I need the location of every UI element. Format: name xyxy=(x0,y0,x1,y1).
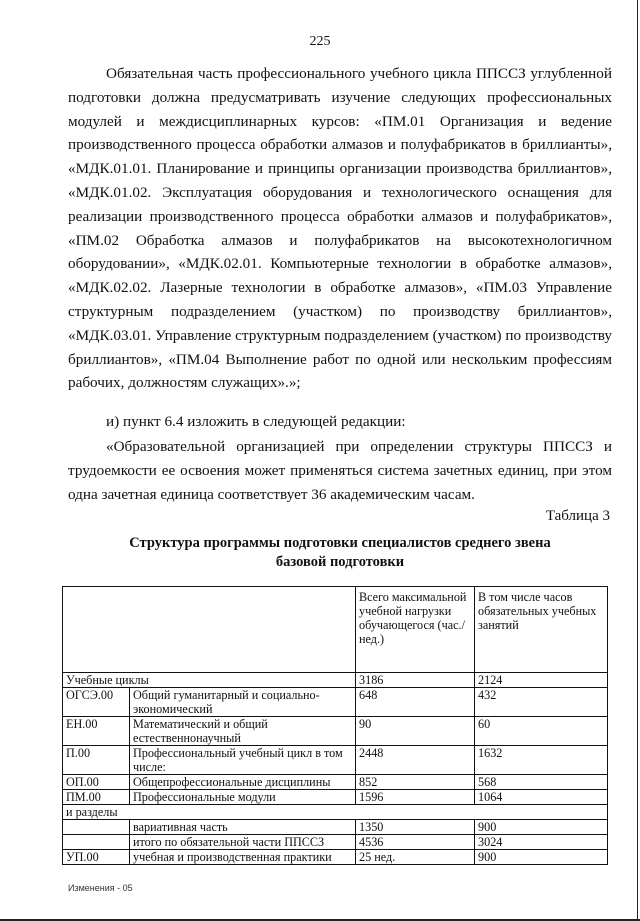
paragraph-item-i: и) пункт 6.4 изложить в следующей редакции: xyxy=(106,413,406,430)
row-total: 3186 xyxy=(356,673,475,688)
table-row xyxy=(63,835,608,850)
row-code: ПМ.00 xyxy=(63,790,130,805)
row-total: 1596 xyxy=(356,790,475,805)
table-row xyxy=(63,820,608,835)
row-code: П.00 xyxy=(63,746,130,775)
table-row xyxy=(63,805,608,820)
table-row xyxy=(63,688,608,717)
row-code: ЕН.00 xyxy=(63,717,130,746)
row-mandatory: 432 xyxy=(475,688,608,717)
row-total: 852 xyxy=(356,775,475,790)
table-title-line-1: Структура программы подготовки специалистов среднего звена xyxy=(129,535,551,551)
table-row xyxy=(63,790,608,805)
program-structure-table xyxy=(62,586,608,865)
row-code xyxy=(63,820,130,835)
paragraph-modules: Обязательная часть профессионального учебного цикла ППССЗ углубленной подготовки должна предусматривать изучение следующих профессиональных модулей и междисциплинарных курсов: «ПМ.01 Организация и ведение производственного процесса обработки алмазов и полуфабрикатов в бриллианты», «МДК.01.01. Планирование и принципы организации производства бриллиантов», «МДК.01.02. Эксплуатация оборудования и технологического оснащения для реализации производственного процесса обработки алмазов и полуфабрикатов», «ПМ.02 Обработка алмазов и полуфабрикатов на высокотехнологичном оборудовании», «МДК.02.01. Компьютерные технологии в обработке алмазов», «МДК.02.02. Лазерные технологии в обработке алмазов», «ПМ.03 Управление структурным подразделением (участком) по производству бриллиантов», «МДК.03.01. Управление структурным подразделением (участком) по производству бриллиантов», «ПМ.04 Выполнение работ по одной или нескольким профессиям рабочих, должностям служащих».»; xyxy=(68,65,612,392)
row-mandatory: 568 xyxy=(475,775,608,790)
header-mandatory-hours: В том числе часов обязательных учебных занятий xyxy=(475,587,608,673)
table-title xyxy=(68,534,612,572)
row-name: учебная и производственная практики xyxy=(130,850,356,865)
row-mandatory: 2124 xyxy=(475,673,608,688)
row-label: Учебные циклы xyxy=(63,673,356,688)
table-label: Таблица 3 xyxy=(545,508,610,524)
row-name: Профессиональный учебный цикл в том числе: xyxy=(130,746,356,775)
row-code: УП.00 xyxy=(63,850,130,865)
table-title-line-2: базовой подготовки xyxy=(275,554,405,570)
row-total: 1350 xyxy=(356,820,475,835)
row-total: 648 xyxy=(356,688,475,717)
table-row xyxy=(63,850,608,865)
row-name: вариативная часть xyxy=(130,820,356,835)
table-row xyxy=(63,746,608,775)
row-code: ОП.00 xyxy=(63,775,130,790)
header-empty-cell xyxy=(63,587,356,673)
row-mandatory: 3024 xyxy=(475,835,608,850)
row-total: 2448 xyxy=(356,746,475,775)
row-code xyxy=(63,835,130,850)
row-total: 90 xyxy=(356,717,475,746)
row-name: Общий гуманитарный и социально-экономический xyxy=(130,688,356,717)
header-total-load: Всего максимальной учебной нагрузки обучающегося (час./нед.) xyxy=(356,587,475,673)
row-name: Общепрофессиональные дисциплины xyxy=(130,775,356,790)
table-header-row xyxy=(63,587,608,673)
footer-note: Изменения - 05 xyxy=(68,883,133,893)
row-name: итого по обязательной части ППССЗ xyxy=(130,835,356,850)
row-mandatory: 1632 xyxy=(475,746,608,775)
row-mandatory: 900 xyxy=(475,820,608,835)
paragraph-credit-units: «Образовательной организацией при определении структуры ППССЗ и трудоемкости ее освоения может применяться система зачетных единиц, при этом одна зачетная единица соответствует 36 академическим часам. xyxy=(68,438,612,503)
row-total: 4536 xyxy=(356,835,475,850)
table-row xyxy=(63,717,608,746)
page-number: 225 xyxy=(309,34,331,49)
row-name: Математический и общий естественнонаучный xyxy=(130,717,356,746)
row-total: 25 нед. xyxy=(356,850,475,865)
row-label: и разделы xyxy=(63,805,608,820)
row-mandatory: 1064 xyxy=(475,790,608,805)
row-code: ОГСЭ.00 xyxy=(63,688,130,717)
table-row xyxy=(63,673,608,688)
row-name: Профессиональные модули xyxy=(130,790,356,805)
row-mandatory: 60 xyxy=(475,717,608,746)
row-mandatory: 900 xyxy=(475,850,608,865)
table-row xyxy=(63,775,608,790)
scan-edge-right xyxy=(637,0,638,921)
